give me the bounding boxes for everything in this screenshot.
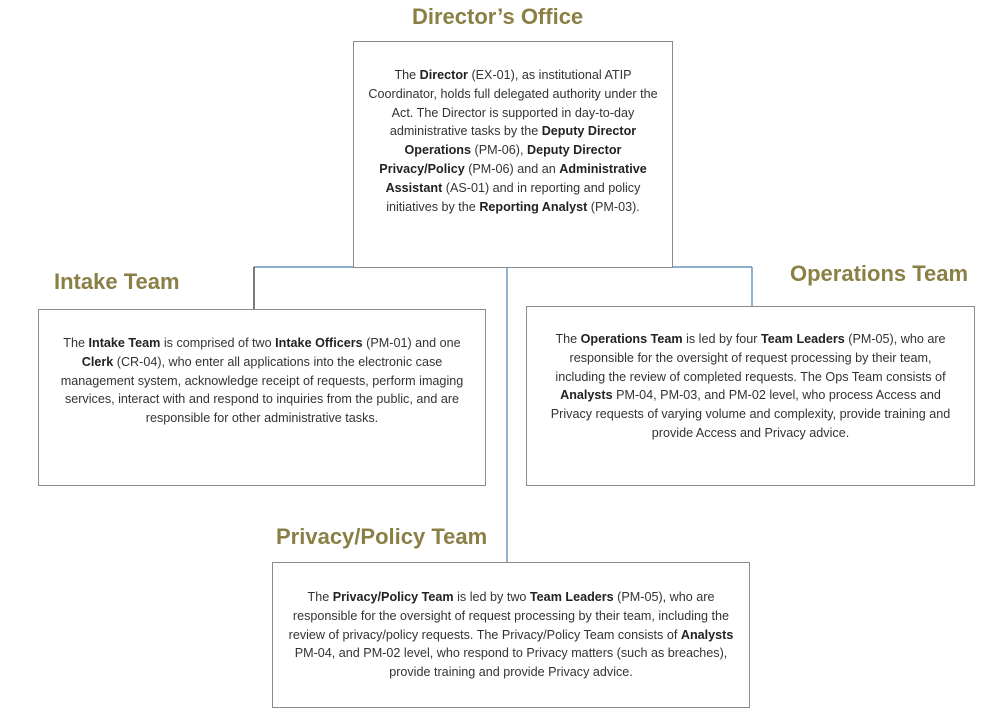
- bold-term: Privacy/Policy Team: [332, 590, 454, 604]
- bold-term: Deputy Director Operations: [404, 124, 637, 158]
- intake-title: Intake Team: [54, 269, 180, 294]
- intake-description: The Intake Team is comprised of two Intake Officers (PM-01) and one Clerk (CR-04), who enter all applications into the electronic case management system, acknowledge receipt of requests, perform imaging services, interact with and respond to inquiries from the public, and are responsible for other administrative tasks.: [60, 336, 464, 426]
- operations-title: Operations Team: [790, 261, 969, 286]
- bold-term: Intake Team: [88, 336, 161, 350]
- privacy-description: The Privacy/Policy Team is led by two Team Leaders (PM-05), who are responsible for the oversight of request processing by their team, including the review of privacy/policy requests. The Privacy/Policy Team consists of Analysts PM-04, and PM-02 level, who respond to Privacy matters (such as breaches), provide training and provide Privacy advice.: [288, 590, 734, 680]
- bold-term: Analysts: [560, 388, 613, 403]
- director-title: Director’s Office: [412, 4, 584, 29]
- bold-term: Team Leaders: [761, 332, 845, 346]
- operations-description: The Operations Team is led by four Team Leaders (PM-05), who are responsible for the oversight of request processing by their team, including the review of completed requests. The Ops Team consists of Analysts PM-04, PM-03, and PM-02 level, who process Access and Privacy requests of varying volume and complexity, provide training and provide Access and Privacy advice.: [550, 332, 951, 440]
- director-box: [353, 41, 673, 268]
- bold-term: Clerk: [81, 354, 114, 369]
- bold-term: Team Leaders: [529, 590, 614, 604]
- bold-term: Administrative Assistant: [385, 161, 647, 195]
- bold-term: Analysts: [680, 627, 734, 642]
- privacy-title: Privacy/Policy Team: [276, 524, 488, 549]
- bold-term: Director: [419, 68, 468, 82]
- intake-box: [38, 309, 486, 486]
- bold-term: Reporting Analyst: [479, 199, 588, 214]
- bold-term: Deputy Director Privacy/Policy: [379, 143, 622, 176]
- director-description: The Director (EX-01), as institutional ATIP Coordinator, holds full delegated authority under the Act. The Director is supported in day-to-day administrative tasks by the Deputy Director Operations (PM-06), Deputy Director Privacy/Policy (PM-06) and an Administrative Assistant (AS-01) and in reporting and policy initiatives by the Reporting Analyst (PM-03).: [368, 68, 658, 214]
- operations-box: [526, 306, 975, 486]
- privacy-box: [272, 562, 750, 708]
- bold-term: Operations Team: [580, 332, 683, 346]
- bold-term: Intake Officers: [275, 336, 363, 350]
